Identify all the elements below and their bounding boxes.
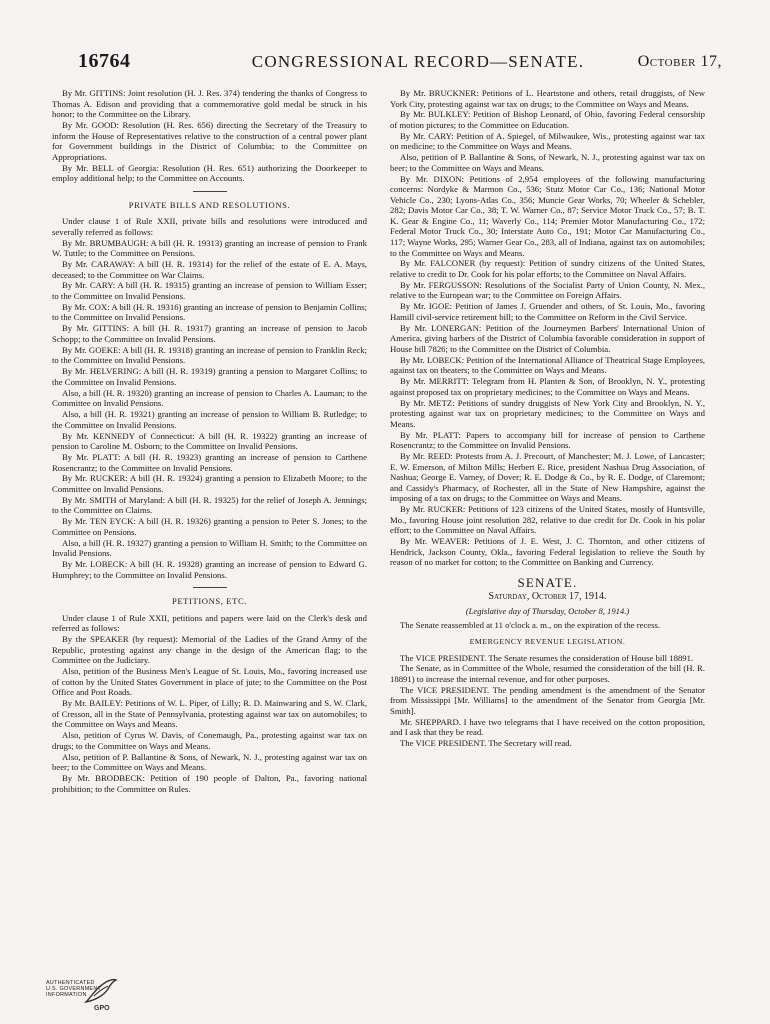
petition-paragraph: By Mr. RUCKER: Petitions of 123 citizens of the United States, mostly of Huntsville, Mo., favoring House joint resolution 282, relative to due credit for Dr. Cook in his polar effort; to the Committee on Naval Affairs. [390, 504, 705, 536]
petition-paragraph: By Mr. FALCONER (by request): Petition of sundry citizens of the United States, relative to credit to Dr. Cook for his polar efforts; to the Committee on Naval Affairs. [390, 258, 705, 280]
petition-paragraph: Also, petition of P. Ballantine & Sons, of Newark, N. J., protesting against war tax on beer; to the Committee on Ways and Means. [390, 152, 705, 173]
private-bill-paragraph: By Mr. GOEKE: A bill (H. R. 19318) granting an increase of pension to Franklin Reck; to the Committee on Invalid Pensions. [52, 344, 367, 366]
private-bill-paragraph: By Mr. PLATT: A bill (H. R. 19323) granting an increase of pension to Carthene Rosencrantz; to the Committee on Invalid Pensions. [52, 451, 367, 473]
petition-paragraph: By Mr. PLATT: Papers to accompany bill for increase of pension to Carthene Rosencrantz; to the Committee on Invalid Pensions. [390, 429, 705, 451]
senate-date: Saturday, October 17, 1914. [488, 591, 607, 603]
resolution-paragraph: By Mr. BELL of Georgia: Resolution (H. Res. 651) authorizing the Doorkeeper to employ additional help; to the Committee on Accounts. [52, 162, 367, 184]
private-bill-paragraph: By Mr. LOBECK: A bill (H. R. 19328) granting an increase of pension to Edward G. Humphrey; to the Committee on Invalid Pensions. [52, 559, 367, 580]
private-bill-paragraph: Also, a bill (H. R. 19320) granting an increase of pension to Charles A. Lauman; to the Committee on Invalid Pensions. [52, 387, 367, 409]
page-header [78, 46, 722, 76]
gpo-authentication-seal [38, 976, 138, 1016]
petition-paragraph: By Mr. FERGUSSON: Resolutions of the Socialist Party of Union County, N. Mex., relative to the European war; to the Committee on Foreign Affairs. [390, 279, 705, 301]
petition-paragraph: By Mr. BULKLEY: Petition of Bishop Leonard, of Ohio, favoring Federal censorship of motion pictures; to the Committee on Education. [390, 109, 705, 130]
private-bill-paragraph: By Mr. BRUMBAUGH: A bill (H. R. 19313) granting an increase of pension to Frank W. Tuttle; to the Committee on Pensions. [52, 237, 367, 259]
petition-paragraph: By Mr. DIXON: Petitions of 2,954 employees of the following manufacturing concerns: Nordyke & Marmon Co., 536; Stutz Motor Car Co., 136; National Motor Vehicle Co., 230; Lyons-Atlas Co., 356; Muncie Gear Works, 70; Wheeler & Schebler, 282; Davis Motor Car Co., 38; T. W. Warner Co., 87; Service Motor Truck Co., 57; B. T. K. Gear & Engine Co., 11; Waverly Co., 114; Premier Motor Manufacturing Co., 172; Federal Motor Truck Co., 30; Interstate Auto Co., 191; Motor Car Manufacturing Co., 117; Wayne Works, 295; Warner Gear Co., 283, all of Indiana, against tax on automobiles; to the Committee on Ways and Means. [390, 173, 705, 258]
petition-paragraph: Under clause 1 of Rule XXII, petitions and papers were laid on the Clerk's desk and referred as follows: [52, 612, 367, 634]
petition-paragraph: Also, petition of P. Ballantine & Sons, of Newark, N. J., protesting against war tax on beer; to the Committee on Ways and Means. [52, 751, 367, 773]
private-bill-paragraph: Also, a bill (H. R. 19321) granting an increase of pension to William B. Rutledge; to the Committee on Invalid Pensions. [52, 409, 367, 430]
proceedings-paragraph: The VICE PRESIDENT. The Secretary will read. [400, 738, 572, 749]
proceedings-paragraph: The VICE PRESIDENT. The pending amendment is the amendment of the Senator from Mississippi [Mr. Williams] to the amendment of the Senator from Georgia [Mr. Smith]. [390, 684, 705, 716]
section-divider [193, 587, 227, 588]
private-bill-paragraph: Also, a bill (H. R. 19327) granting a pension to William H. Smith; to the Committee on Invalid Pensions. [52, 537, 367, 559]
section-divider [193, 191, 227, 192]
proceedings-paragraph: The VICE PRESIDENT. The Senate resumes the consideration of House bill 18891. [400, 652, 694, 663]
resolution-paragraph: By Mr. GOOD: Resolution (H. Res. 656) directing the Secretary of the Treasury to inform the House of Representatives relative to the construction of a central power plant for Government buildings in the District of Columbia; to the Committee on Appropriations. [52, 119, 367, 162]
legislative-day: (Legislative day of Thursday, October 8, 1914.) [465, 605, 630, 616]
petition-paragraph: By Mr. METZ: Petitions of sundry druggists of New York City and Brooklyn, N. Y., protesting against war tax on proprietary medicines; to the Committee on Ways and Means. [390, 397, 705, 429]
page-number: 16764 [78, 50, 131, 72]
private-bill-paragraph: By Mr. KENNEDY of Connecticut: A bill (H. R. 19322) granting an increase of pension to Caroline M. Osborn; to the Committee on Invalid Pensions. [52, 430, 367, 452]
petition-paragraph: By Mr. CARY: Petition of A. Spiegel, of Milwaukee, Wis., protesting against war tax on medicine; to the Committee on Ways and Means. [390, 130, 705, 152]
private-bill-paragraph: Under clause 1 of Rule XXII, private bills and resolutions were introduced and severally referred as follows: [52, 216, 367, 237]
private-bill-paragraph: By Mr. HELVERING: A bill (H. R. 19319) granting a pension to Margaret Collins; to the Committee on Invalid Pensions. [52, 366, 367, 387]
publication-title: CONGRESSIONAL RECORD—SENATE. [251, 52, 585, 71]
right-column [390, 88, 705, 749]
petition-paragraph: By Mr. LONERGAN: Petition of the Journeymen Barbers' International Union of America, giving barbers of the District of Columbia favorable consideration in support of House bill 7826; to the Committee on the District of Columbia. [390, 322, 705, 354]
petition-paragraph: By Mr. WEAVER: Petitions of J. E. West, J. C. Thornton, and other citizens of Hendrick, Jackson County, Okla., favoring Federal legislation to relieve the South by reason of no market for cotton; to the Committee on Banking and Currency. [390, 536, 705, 568]
petition-paragraph: By Mr. BAILEY: Petitions of W. L. Piper, of Lilly; R. D. Mainwaring and S. W. Clark, of Cresson, all in the State of Pennsylvania, protesting against war tax on automobiles; to the Committee on Ways and Means. [52, 698, 367, 730]
petition-paragraph: By the SPEAKER (by request): Memorial of the Ladies of the Grand Army of the Republic, protesting against any change in the design of the American flag; to the Committee on the Judiciary. [52, 634, 367, 666]
petition-paragraph: By Mr. BRODBECK: Petition of 190 people of Dalton, Pa., favoring national prohibition; to the Committee on Rules. [52, 773, 367, 794]
proceedings-paragraph: Mr. SHEPPARD. I have two telegrams that I have received on the cotton proposition, and I ask that they be read. [390, 716, 705, 738]
senate-paragraph: The Senate reassembled at 11 o'clock a. m., on the expiration of the recess. [400, 620, 661, 631]
gpo-label: GPO [94, 1005, 110, 1012]
section-heading-emergency-revenue: EMERGENCY REVENUE LEGISLATION. [469, 636, 626, 646]
proceedings-paragraph: The Senate, as in Committee of the Whole, resumed the consideration of the bill (H. R. 18891) to increase the internal revenue, and for other purposes. [390, 663, 705, 684]
petition-paragraph: By Mr. IGOE: Petition of James J. Gruender and others, of St. Louis, Mo., favoring Hamill civil-service retirement bill; to the Committee on Reform in the Civil Service. [390, 301, 705, 322]
private-bill-paragraph: By Mr. COX: A bill (H. R. 19316) granting an increase of pension to Benjamin Collins; to the Committee on Invalid Pensions. [52, 301, 367, 323]
private-bill-paragraph: By Mr. GITTINS: A bill (H. R. 19317) granting an increase of pension to Jacob Schopp; to the Committee on Invalid Pensions. [52, 323, 367, 344]
private-bill-paragraph: By Mr. CARY: A bill (H. R. 19315) granting an increase of pension to William Esser; to the Committee on Invalid Pensions. [52, 280, 367, 302]
private-bill-paragraph: By Mr. CARAWAY: A bill (H. R. 19314) for the relief of the estate of E. A. Mays, deceased; to the Committee on War Claims. [52, 259, 367, 280]
petition-paragraph: By Mr. BRUCKNER: Petitions of L. Heartstone and others, retail druggists, of New York City, protesting against war tax on drugs; to the Committee on Ways and Means. [390, 88, 705, 109]
private-bill-paragraph: By Mr. SMITH of Maryland: A bill (H. R. 19325) for the relief of Joseph A. Jennings; to the Committee on Claims. [52, 494, 367, 516]
left-column [52, 88, 367, 795]
header-date: October 17, [637, 53, 722, 70]
section-heading-petitions: PETITIONS, ETC. [171, 596, 248, 607]
private-bill-paragraph: By Mr. RUCKER: A bill (H. R. 19324) granting a pension to Elizabeth Moore; to the Committee on Invalid Pensions. [52, 473, 367, 494]
petition-paragraph: By Mr. REED: Protests from A. J. Precourt, of Manchester; M. J. Lowe, of Lancaster; E. W. Emerson, of Milton Mills; Herbert E. Rice, president Nashua Drug Association, of Nashua; George E. Varney, of Dover; R. E. Dodge & Co., by R. E. Dodge, of Claremont; and Cassidy's Pharmacy, of Rochester, all in the State of New Hampshire, against the imposing of a tax on drugs; to the Committee on Ways and Means. [390, 451, 705, 504]
petition-paragraph: Also, petition of Cyrus W. Davis, of Conemaugh, Pa., protesting against war tax on drugs; to the Committee on Ways and Means. [52, 730, 367, 751]
petition-paragraph: Also, petition of the Business Men's League of St. Louis, Mo., favoring increased use of cotton by the United States Government in place of jute; to the Committee on the Post Office and Post Roads. [52, 666, 367, 698]
section-heading-private-bills: PRIVATE BILLS AND RESOLUTIONS. [128, 199, 291, 210]
petition-paragraph: By Mr. MERRITT: Telegram from H. Planten & Son, of Brooklyn, N. Y., protesting against proposed tax on proprietary medicines; to the Committee on Ways and Means. [390, 376, 705, 397]
eagle-seal-icon [82, 976, 118, 1006]
resolution-paragraph: By Mr. GITTINS: Joint resolution (H. J. Res. 374) tendering the thanks of Congress to Thomas A. Edison and providing that a commemorative gold medal be struck in his honor; to the Committee on the Library. [52, 88, 367, 120]
seal-text: AUTHENTICATED U.S. GOVERNMENT INFORMATION [46, 980, 102, 998]
senate-heading: SENATE. [517, 574, 578, 590]
petition-paragraph: By Mr. LOBECK: Petition of the International Alliance of Theatrical Stage Employees, against tax on theaters; to the Committee on Ways and Means. [390, 354, 705, 376]
private-bill-paragraph: By Mr. TEN EYCK: A bill (H. R. 19326) granting a pension to Peter S. Jones; to the Committee on Pensions. [52, 516, 367, 537]
